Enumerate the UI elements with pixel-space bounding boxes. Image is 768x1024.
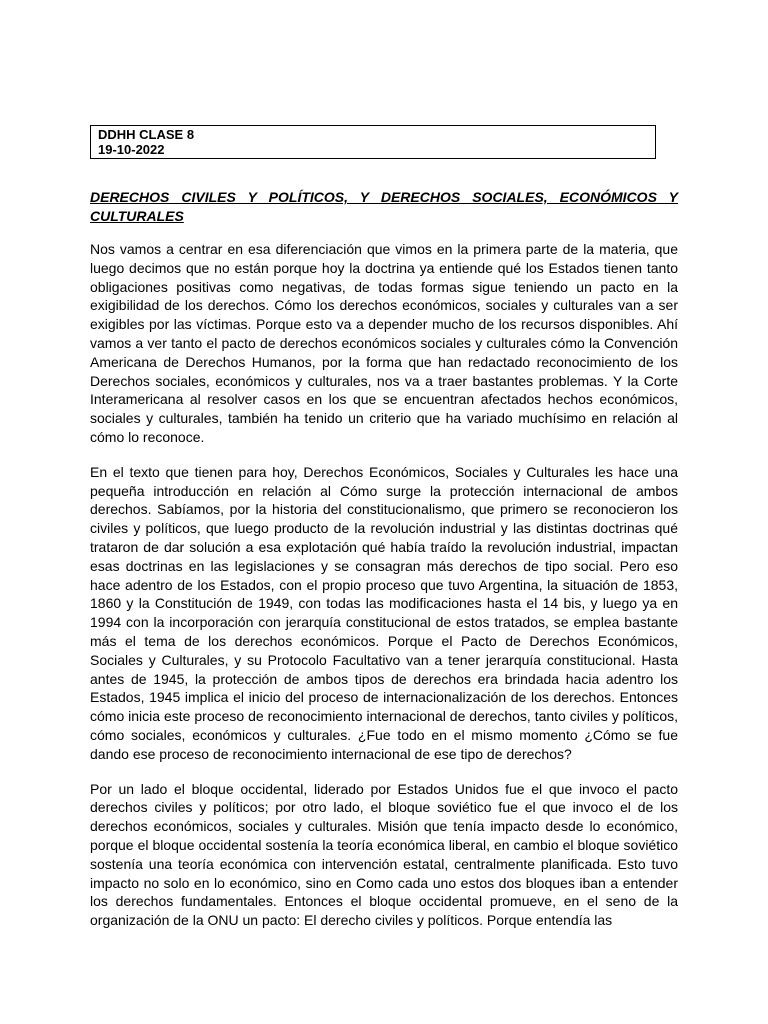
class-header-box	[90, 125, 656, 159]
paragraph-2: En el texto que tienen para hoy, Derechos Económicos, Sociales y Culturales les hace una pequeña introducción en relación al Cómo surge la protección internacional de ambos derechos. Sabíamos, por la historia del constitucionalismo, que primero se reconocieron los civiles y políticos, que luego producto de la revolución industrial y las distintas doctrinas qué trataron de dar solución a esa explotación qué había traído la revolución industrial, impactan esas doctrinas en las legislaciones y se consagran más derechos de tipo social. Pero eso hace adentro de los Estados, con el propio proceso que tuvo Argentina, la situación de 1853, 1860 y la Constitución de 1949, con todas las modificaciones hasta el 14 bis, y luego ya en 1994 con la incorporación con jerarquía constitucional de estos tratados, se emplea bastante más el tema de los derechos económicos. Porque el Pacto de Derechos Económicos, Sociales y Culturales, y su Protocolo Facultativo van a tener jerarquía constitucional. Hasta antes de 1945, la protección de ambos tipos de derechos era brindada hacia adentro los Estados, 1945 implica el inicio del proceso de internacionalización de los derechos. Entonces cómo inicia este proceso de reconocimiento internacional de derechos, tanto civiles y políticos, cómo sociales, económicos y culturales. ¿Fue todo en el mismo momento ¿Cómo se fue dando ese proceso de reconocimiento internacional de ese tipo de derechos?	[90, 463, 678, 762]
class-title: DDHH CLASE 8	[98, 127, 195, 142]
paragraph-1: Nos vamos a centrar en esa diferenciación que vimos en la primera parte de la materia, que luego decimos que no están porque hoy la doctrina ya entiende qué los Estados tienen tanto obligaciones positivas como negativas, de todas formas sigue teniendo un pacto en la exigibilidad de los derechos. Cómo los derechos económicos, sociales y culturales van a ser exigibles por las víctimas. Porque esto va a depender mucho de los recursos disponibles. Ahí vamos a ver tanto el pacto de derechos económicos sociales y culturales cómo la Convención Americana de Derechos Humanos, por la forma que han redactado reconocimiento de los Derechos sociales, económicos y culturales, nos va a traer bastantes problemas. Y la Corte Interamericana al resolver casos en los que se encuentran afectados hechos económicos, sociales y culturales, también ha tenido un criterio que ha variado muchísimo en relación al cómo lo reconoce.	[90, 241, 678, 445]
class-date: 19-10-2022	[98, 142, 165, 157]
paragraph-3: Por un lado el bloque occidental, liderado por Estados Unidos fue el que invoco el pacto derechos civiles y políticos; por otro lado, el bloque soviético fue el que invoco el de los derechos económicos, sociales y culturales. Misión que tenía impacto desde lo económico, porque el bloque occidental sostenía la teoría económica liberal, en cambio el bloque soviético sostenía una teoría económica con intervención estatal, centralmente planificada. Esto tuvo impacto no solo en lo económico, sino en Como cada uno estos dos bloques iban a entender los derechos fundamentales. Entonces el bloque occidental promueve, en el seno de la organización de la ONU un pacto: El derecho civiles y políticos. Porque entendía las	[90, 780, 678, 929]
section-title: DERECHOS CIVILES Y POLÍTICOS, Y DERECHOS SOCIALES, ECONÓMICOS Y CULTURALES	[90, 189, 678, 224]
document-body	[90, 188, 678, 946]
